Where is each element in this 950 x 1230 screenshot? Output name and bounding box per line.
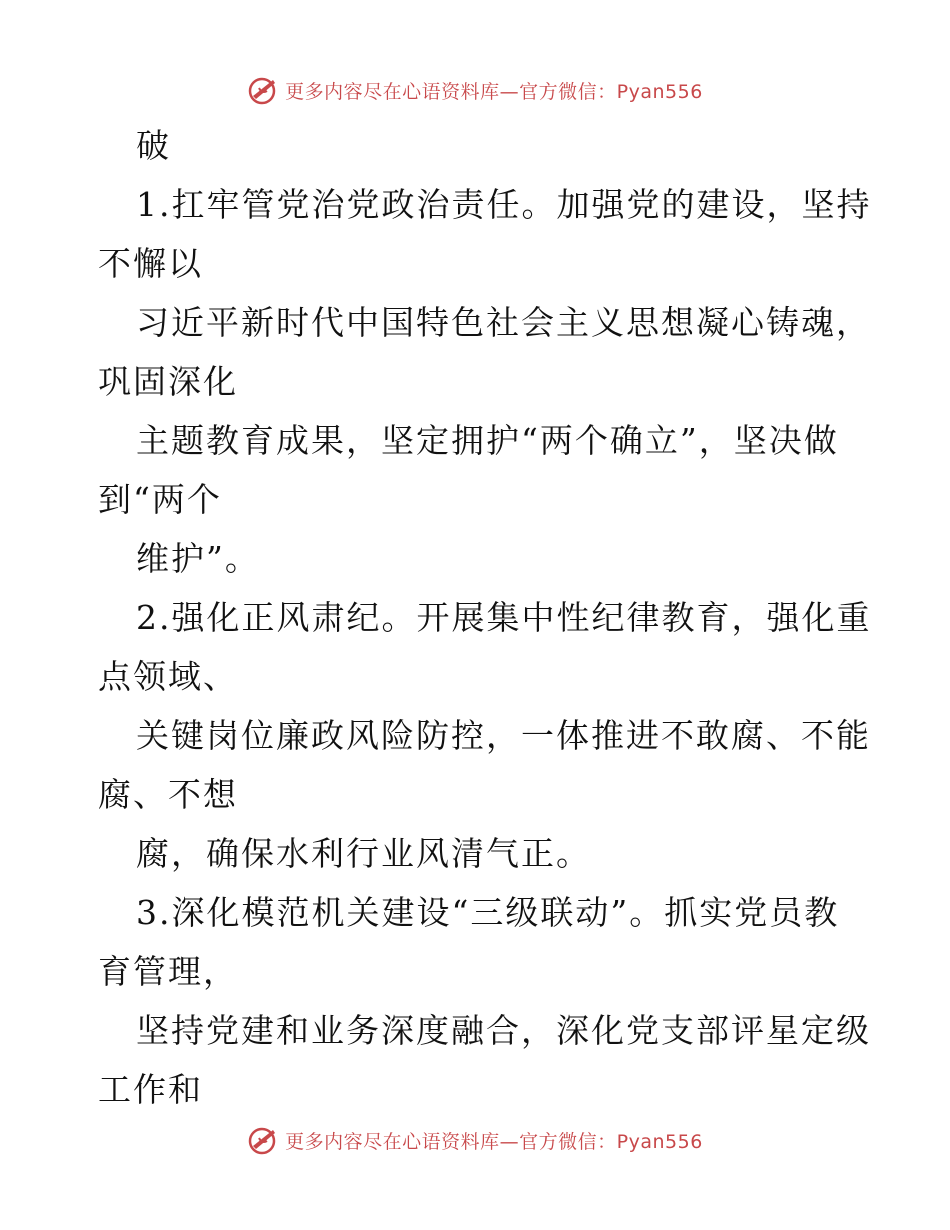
- text-line: 3.深化模范机关建设“三级联动”。抓实党员教: [136, 893, 840, 932]
- text-line: 腐，确保水利行业风清气正。: [136, 834, 591, 873]
- text-line: 坚持党建和业务深度融合，深化党支部评星定级: [136, 1011, 871, 1050]
- text-line: 巩固深化: [98, 362, 238, 401]
- pen-logo-icon: [247, 1124, 279, 1156]
- header-watermark: [0, 70, 950, 110]
- text-line: 关键岗位廉政风险防控，一体推进不敢腐、不能: [136, 716, 871, 755]
- text-line: 维护”。: [136, 539, 260, 578]
- footer-watermark: [0, 1120, 950, 1160]
- text-line: 不懈以: [98, 244, 203, 283]
- text-line: 主题教育成果，坚定拥护“两个确立”，坚决做: [136, 421, 839, 460]
- text-line: 育管理，: [98, 952, 238, 991]
- pen-logo-icon: [247, 74, 279, 106]
- text-line: 1.扛牢管党治党政治责任。加强党的建设，坚持: [136, 185, 872, 224]
- text-line: 到“两个: [98, 480, 222, 519]
- text-line: 2.强化正风肃纪。开展集中性纪律教育，强化重: [136, 598, 872, 637]
- text-line: 习近平新时代中国特色社会主义思想凝心铸魂，: [136, 303, 871, 342]
- text-line: 腐、不想: [98, 775, 238, 814]
- watermark-text: 更多内容尽在心语资料库—官方微信：Pyan556: [285, 80, 703, 103]
- text-line: 点领域、: [98, 657, 238, 696]
- text-line: 工作和: [98, 1070, 203, 1109]
- text-line: 破: [136, 126, 171, 165]
- watermark-text: 更多内容尽在心语资料库—官方微信：Pyan556: [285, 1130, 703, 1153]
